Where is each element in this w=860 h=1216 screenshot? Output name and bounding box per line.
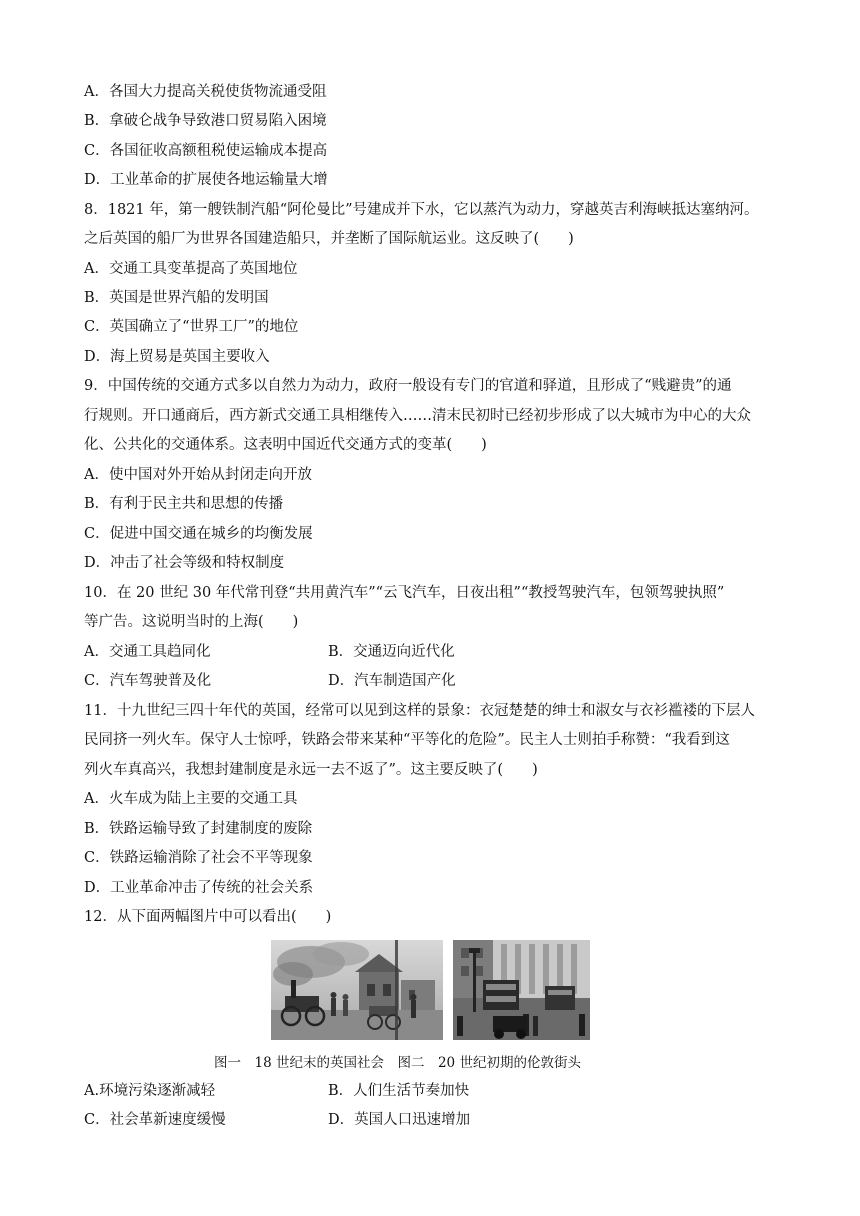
q9-option-c: C．促进中国交通在城乡的均衡发展 xyxy=(84,526,313,542)
q8-option-b: B．英国是世界汽船的发明国 xyxy=(84,290,269,306)
q9-option-a: A．使中国对外开始从封闭走向开放 xyxy=(84,467,312,483)
q12-option-c: C．社会革新速度缓慢 xyxy=(84,1112,226,1128)
q10-options-row1 xyxy=(84,642,210,662)
q10-option-a: A．交通工具趋同化 xyxy=(84,644,211,660)
q12-figures xyxy=(271,940,591,1040)
q12-option-a: A.环境污染逐渐减轻 xyxy=(84,1083,216,1099)
q7-option-b: B．拿破仑战争导致港口贸易陷入困境 xyxy=(84,113,327,129)
q8-option-a: A．交通工具变革提高了英国地位 xyxy=(84,261,298,277)
q11-option-a: A．火车成为陆上主要的交通工具 xyxy=(84,791,298,807)
q12-option-b: B．人们生活节奏加快 xyxy=(328,1083,470,1099)
q10-stem-line2: 等广告。这说明当时的上海( ) xyxy=(84,614,299,630)
q8-option-c: C．英国确立了“世界工厂”的地位 xyxy=(84,319,299,335)
q11-option-b: B．铁路运输导致了封建制度的废除 xyxy=(84,821,313,837)
q8-stem-line1: 8．1821 年，第一艘铁制汽船“阿伦曼比”号建成并下水，它以蒸汽为动力，穿越英吉利海峡抵达塞纳河。 xyxy=(84,202,759,218)
q11-option-c: C．铁路运输消除了社会不平等现象 xyxy=(84,850,313,866)
q11-option-d: D．工业革命冲击了传统的社会关系 xyxy=(84,880,314,896)
q8-stem-line2: 之后英国的船厂为世界各国建造船只，并垄断了国际航运业。这反映了( ) xyxy=(84,231,574,247)
q9-stem-line1: 9．中国传统的交通方式多以自然力为动力，政府一般设有专门的官道和驿道，且形成了“贱避贵”的通 xyxy=(84,378,732,394)
q8-option-d: D．海上贸易是英国主要收入 xyxy=(84,349,270,365)
figure-1-image xyxy=(271,940,443,1040)
q10-option-d: D．汽车制造国产化 xyxy=(328,673,456,689)
q10-option-c: C．汽车驾驶普及化 xyxy=(84,673,212,689)
q9-stem-line3: 化、公共化的交通体系。这表明中国近代交通方式的变革( ) xyxy=(84,437,487,453)
q12-figure-caption: 图一 18 世纪末的英国社会 图二 20 世纪初期的伦敦街头 xyxy=(214,1055,581,1071)
q12-stem: 12．从下面两幅图片中可以看出( ) xyxy=(84,909,332,925)
q7-option-d: D．工业革命的扩展使各地运输量大增 xyxy=(84,172,328,188)
figure-2-image xyxy=(453,940,590,1040)
q11-stem-line1: 11．十九世纪三四十年代的英国，经常可以见到这样的景象：衣冠楚楚的绅士和淑女与衣衫褴褛的下层人 xyxy=(84,703,755,719)
q9-stem-line2: 行规则。开口通商后，西方新式交通工具相继传入……清末民初时已经初步形成了以大城市为中心的大众 xyxy=(84,408,751,424)
q12-option-d: D．英国人口迅速增加 xyxy=(328,1112,471,1128)
q9-option-d: D．冲击了社会等级和特权制度 xyxy=(84,555,285,571)
q10-stem-line1: 10．在 20 世纪 30 年代常刊登“共用黄汽车”“云飞汽车，日夜出租”“教授驾驶汽车，包领驾驶执照” xyxy=(84,585,725,601)
q7-option-a: A．各国大力提高关税使货物流通受阻 xyxy=(84,84,327,100)
q10-option-b: B．交通迈向近代化 xyxy=(328,644,455,660)
q7-option-c: C．各国征收高额租税使运输成本提高 xyxy=(84,143,328,159)
q9-option-b: B．有利于民主共和思想的传播 xyxy=(84,496,284,512)
q11-stem-line3: 列火车真高兴，我想封建制度是永远一去不返了”。这主要反映了( ) xyxy=(84,762,538,778)
q11-stem-line2: 民同挤一列火车。保守人士惊呼，铁路会带来某种“平等化的危险”。民主人士则拍手称赞：“我看到这 xyxy=(84,732,730,748)
